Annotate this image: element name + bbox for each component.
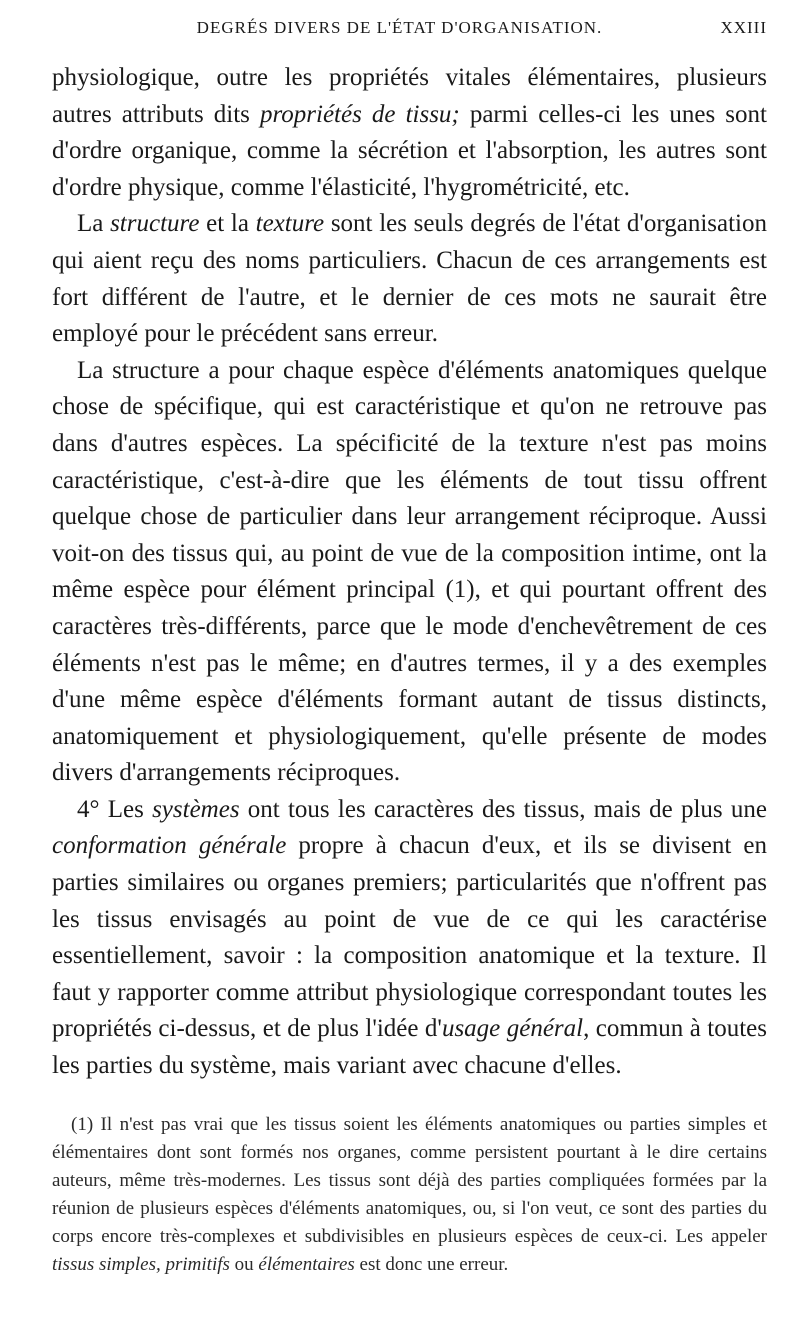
italic-span: propriétés de tissu; xyxy=(259,100,460,128)
page-number: XXIII xyxy=(720,18,767,37)
paragraph-1 xyxy=(52,60,767,206)
text-span: et la xyxy=(199,210,256,238)
text-span: sont les seuls degrés de l'état d'organisation qui aient reçu des noms particuliers. Chacun de ces arrangements est fort différent de l'autre, et le dernier de ces mots ne saurait être employé pour le précédent sans erreur. xyxy=(52,210,767,348)
italic-span: élémentaires xyxy=(258,1253,355,1275)
footnote xyxy=(52,1111,767,1279)
text-span: 4° Les xyxy=(77,795,153,823)
italic-span: structure xyxy=(110,210,200,238)
italic-span: usage général xyxy=(441,1015,584,1043)
running-head xyxy=(52,18,767,52)
text-span: La structure a pour chaque espèce d'éléments anatomiques quelque chose de spécifique, qui est caractéristique et qu'on ne retrouve pas dans d'autres espèces. La spécificité de la texture n'est pas moins caractéristique, c'est-à-dire que les éléments de tout tissu offrent quelque chose de particulier dans leur arrangement réciproque. Aussi voit-on des tissus qui, au point de vue de la composition intime, ont la même espèce pour élément principal (1), et qui pourtant offrent des caractères très-différents, parce que le mode d'enchevêtrement de ces éléments n'est pas le même; en d'autres termes, il y a des exemples d'une même espèce d'éléments formant autant de tissus distincts, anatomiquement et physiologiquement, qu'elle présente de modes divers d'arrangements réciproques. xyxy=(52,356,767,787)
text-span: La xyxy=(77,210,111,238)
italic-span: conformation générale xyxy=(52,832,287,860)
italic-span: texture xyxy=(255,210,325,238)
text-span: , commun à toutes les parties du système, mais variant avec chacune d'elles. xyxy=(52,1015,767,1080)
italic-span: tissus simples, primitifs xyxy=(52,1253,230,1275)
italic-span: systèmes xyxy=(152,795,240,823)
text-span: ou xyxy=(229,1253,259,1275)
text-span: parmi celles-ci les unes sont d'ordre organique, comme la sécrétion et l'absorption, les autres sont d'ordre physique, comme l'élasticité, l'hygrométricité, etc. xyxy=(52,100,767,201)
running-head-title: DEGRÉS DIVERS DE L'ÉTAT D'ORGANISATION. xyxy=(196,18,603,37)
paragraph-3 xyxy=(52,353,767,792)
text-span: (1) Il n'est pas vrai que les tissus soient les éléments anatomiques ou parties simples et élémentaires dont sont formés nos organes, comme persistent pourtant à le dire certains auteurs, même très-modernes. Les tissus sont déjà des parties compliquées formées par la réunion de plusieurs espèces d'éléments anatomiques, ou, si l'on veut, ce sont des parties du corps encore très-complexes et subdivisibles en plusieurs espèces de ceux-ci. Les appeler xyxy=(52,1113,767,1247)
text-span: propre à chacun d'eux, et ils se divisent en parties similaires ou organes premiers; particularités que n'offrent pas les tissus envisagés au point de vue de ce qui les caractérise essentiellement, savoir : la composition anatomique et la texture. Il faut y rapporter comme attribut physiologique correspondant toutes les propriétés ci-dessus, et de plus l'idée d' xyxy=(52,832,767,1043)
footnote-text xyxy=(52,1111,767,1279)
body-text xyxy=(52,60,767,1085)
text-span: physiologique, outre les propriétés vitales élémentaires, plusieurs autres attributs dits xyxy=(52,64,767,128)
paragraph-2 xyxy=(52,206,767,352)
text-span: est donc une erreur. xyxy=(354,1253,509,1275)
paragraph-4 xyxy=(52,792,767,1085)
text-span: ont tous les caractères des tissus, mais de plus une xyxy=(239,795,767,823)
